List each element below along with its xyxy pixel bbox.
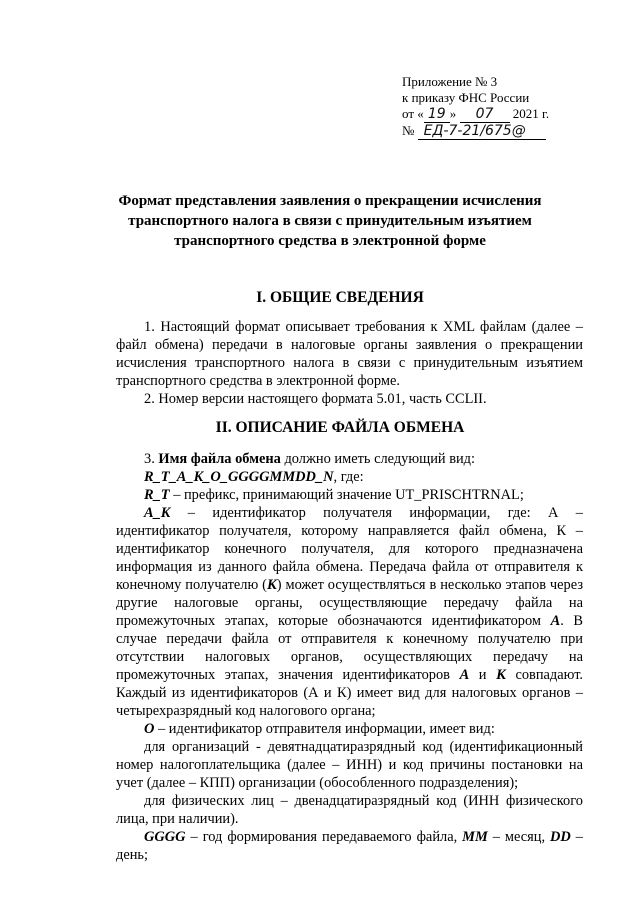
section-1-heading: I. ОБЩИЕ СВЕДЕНИЯ xyxy=(256,289,424,306)
ak-text-2: ) может осуществляться в несколько этапов через другие налоговые органы, осуществляющие передачу файла на промежуточных этапах, которые обозначаются идентификатором xyxy=(116,577,584,629)
ak-a-1: А xyxy=(550,613,561,629)
annex-date-prefix: от « xyxy=(402,106,424,121)
ak-a-2: А xyxy=(459,667,470,683)
annex-number-prefix: № xyxy=(402,123,415,138)
annex-number xyxy=(402,123,549,140)
rt-definition xyxy=(116,486,583,504)
o-text: – идентификатор отправителя информации, имеет вид: xyxy=(154,721,495,737)
title-line-1: Формат представления заявления о прекращении исчисления xyxy=(118,193,542,209)
annex-date-month: 07 xyxy=(460,107,510,123)
filename-suffix: , где: xyxy=(333,469,364,485)
section-1-body xyxy=(116,318,583,408)
o-term: О xyxy=(144,721,155,737)
ak-term: A_K xyxy=(144,505,171,521)
section-2-body xyxy=(116,450,583,864)
section-2-heading: II. ОПИСАНИЕ ФАЙЛА ОБМЕНА xyxy=(215,419,465,436)
gggg-definition xyxy=(116,828,583,864)
filename-pattern-line xyxy=(116,468,583,486)
p3-rest: должно иметь следующий вид: xyxy=(284,451,476,467)
gggg-text-1: – год формирования передаваемого файла, xyxy=(185,829,463,845)
annex-title: Приложение № 3 xyxy=(402,74,498,89)
fl-definition: для физических лиц – двенадцатиразрядный код (ИНН физического лица, при наличии). xyxy=(116,793,583,827)
dd-term: DD xyxy=(550,829,571,845)
annex-number-value: ЕД-7-21/675@ xyxy=(418,124,546,140)
annex-date-day: 19 xyxy=(424,107,450,123)
ak-text-4: совпадают. Каждый из идентификаторов (А и К) имеет вид для налоговых органов – четырехразрядный код налогового органа; xyxy=(116,667,584,719)
filename-pattern: R_T_A_K_O_GGGGMMDD_N xyxy=(144,469,334,485)
annex-block xyxy=(402,74,549,140)
annex-order-ref: к приказу ФНС России xyxy=(402,90,530,105)
paragraph-3 xyxy=(116,450,583,468)
ak-definition xyxy=(116,504,583,720)
ak-text-1: – идентификатор получателя информации, где: А – идентификатор получателя, которому направляется файл обмена, К – идентификатор конечного получателя, для которого предназначена информация из данного файла обмена. Передача файла от отправителя к конечному получателю ( xyxy=(116,505,583,593)
rt-text: – префикс, принимающий значение UT_PRISCHTRNAL; xyxy=(169,487,524,503)
annex-date xyxy=(402,106,549,123)
o-definition xyxy=(116,720,583,738)
title-line-3: транспортного средства в электронной форме xyxy=(174,233,486,249)
ak-text-3: . В случае передачи файла от отправителя к конечному получателю при отсутствии налоговых органов, осуществляющих передачу на промежуточных этапах, значения идентификаторов xyxy=(116,613,583,683)
rt-term: R_T xyxy=(144,487,170,503)
gggg-term: GGGG xyxy=(144,829,186,845)
org-definition: для организаций - девятнадцатиразрядный код (идентификационный номер налогоплательщика (далее – ИНН) и код причины постановки на учет (далее – КПП) организации (обособленного подразделения); xyxy=(116,739,583,791)
ak-and: и xyxy=(469,667,497,683)
document-title xyxy=(110,191,550,251)
title-line-2: транспортного налога в связи с принудительным изъятием xyxy=(128,213,532,229)
mm-term: ММ xyxy=(462,829,488,845)
annex-date-mid: » xyxy=(449,106,457,121)
paragraph-2: 2. Номер версии настоящего формата 5.01, часть CCLII. xyxy=(144,391,487,407)
gggg-text-3: – день; xyxy=(116,829,583,863)
p3-bold-term: Имя файла обмена xyxy=(158,451,281,467)
annex-date-year: 2021 г. xyxy=(512,106,550,121)
p3-number: 3. xyxy=(144,451,155,467)
gggg-text-2: – месяц, xyxy=(487,829,551,845)
ak-k-2: К xyxy=(496,667,506,683)
paragraph-1: 1. Настоящий формат описывает требования к XML файлам (далее – файл обмена) передачи в налоговые органы заявления о прекращении исчисления транспортного налога в связи с принудительным изъятием транспортного средства в электронной форме. xyxy=(116,319,583,389)
ak-k-1: К xyxy=(266,577,277,593)
